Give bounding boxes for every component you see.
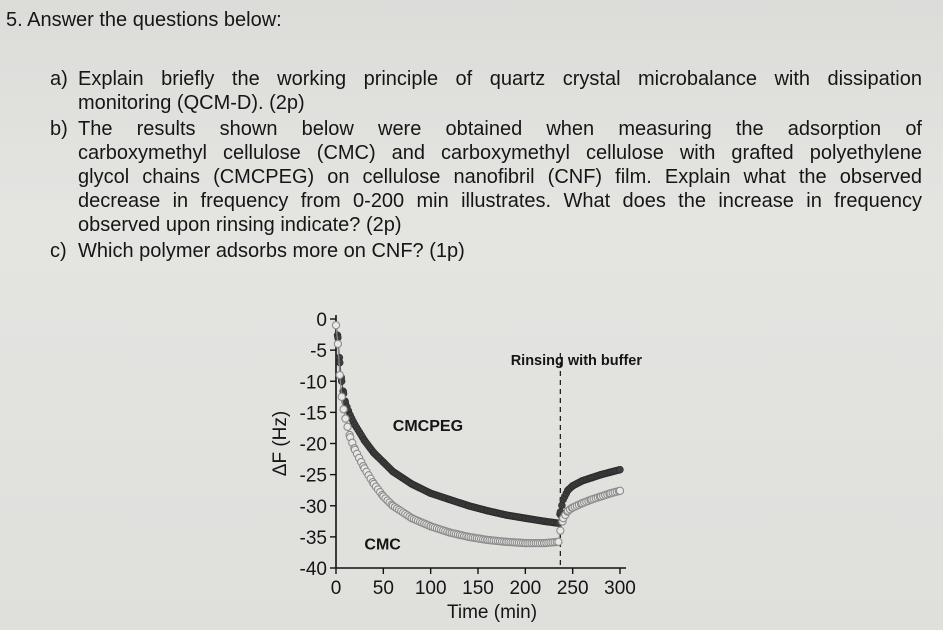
item-line: decrease in frequency from 0-200 min illustrates. What does the increase in frequency: [78, 190, 922, 212]
item-line: observed upon rinsing indicate? (2p): [78, 214, 402, 236]
y-tick-label: -15: [299, 403, 327, 425]
annotation-cmcpeg: CMCPEG: [392, 418, 464, 436]
item-line: glycol chains (CMCPEG) on cellulose nanofibril (CNF) film. Explain what the observed: [78, 166, 922, 188]
data-point: [336, 371, 343, 378]
item-text: [78, 67, 922, 115]
item-line: monitoring (QCM-D). (2p): [78, 92, 305, 114]
data-point: [342, 415, 349, 422]
y-tick-label: -25: [299, 465, 327, 487]
y-tick-label: -35: [299, 527, 327, 549]
item-letter: c): [50, 240, 67, 262]
annotation-cmc: CMC: [364, 536, 401, 554]
data-point: [616, 487, 623, 494]
y-tick-label: -10: [299, 372, 327, 394]
item-letter: a): [50, 68, 68, 90]
data-point: [617, 466, 624, 473]
x-tick-label: 200: [509, 578, 542, 599]
data-point: [334, 340, 341, 347]
x-tick-label: 50: [372, 578, 394, 599]
data-point: [344, 423, 351, 430]
item-line: Explain briefly the working principle of quartz crystal microbalance with dissipation: [78, 68, 922, 90]
item-text: [78, 117, 922, 237]
y-axis-label: ΔF (Hz): [270, 410, 291, 477]
item-text: [78, 239, 922, 263]
item-line: Which polymer adsorbs more on CNF? (1p): [78, 240, 465, 262]
rinsing-label: Rinsing with buffer: [510, 353, 643, 369]
x-tick-label: 250: [556, 578, 589, 599]
data-point: [336, 359, 343, 366]
x-axis-label: Time (min): [446, 602, 538, 623]
x-tick-label: 100: [414, 578, 447, 599]
data-point: [332, 322, 339, 329]
item-line: The results shown below were obtained when measuring the adsorption of: [78, 118, 922, 140]
x-tick-label: 300: [604, 578, 636, 599]
y-tick-label: -40: [299, 559, 327, 580]
y-tick-label: -30: [299, 496, 327, 518]
qcm-frequency-chart: [268, 300, 668, 630]
data-point: [340, 406, 347, 413]
x-tick-label: 150: [462, 578, 494, 599]
question-title: 5. Answer the questions below:: [6, 9, 282, 31]
item-line: carboxymethyl cellulose (CMC) and carboxymethyl cellulose with grafted polyethylene: [78, 142, 922, 164]
data-point: [557, 527, 564, 534]
item-letter: b): [50, 118, 68, 140]
y-tick-label: 0: [316, 310, 327, 331]
y-tick-label: -20: [299, 434, 327, 456]
x-tick-label: 0: [330, 578, 342, 599]
data-point: [338, 393, 345, 400]
y-tick-label: -5: [310, 341, 327, 363]
data-point: [555, 538, 562, 545]
